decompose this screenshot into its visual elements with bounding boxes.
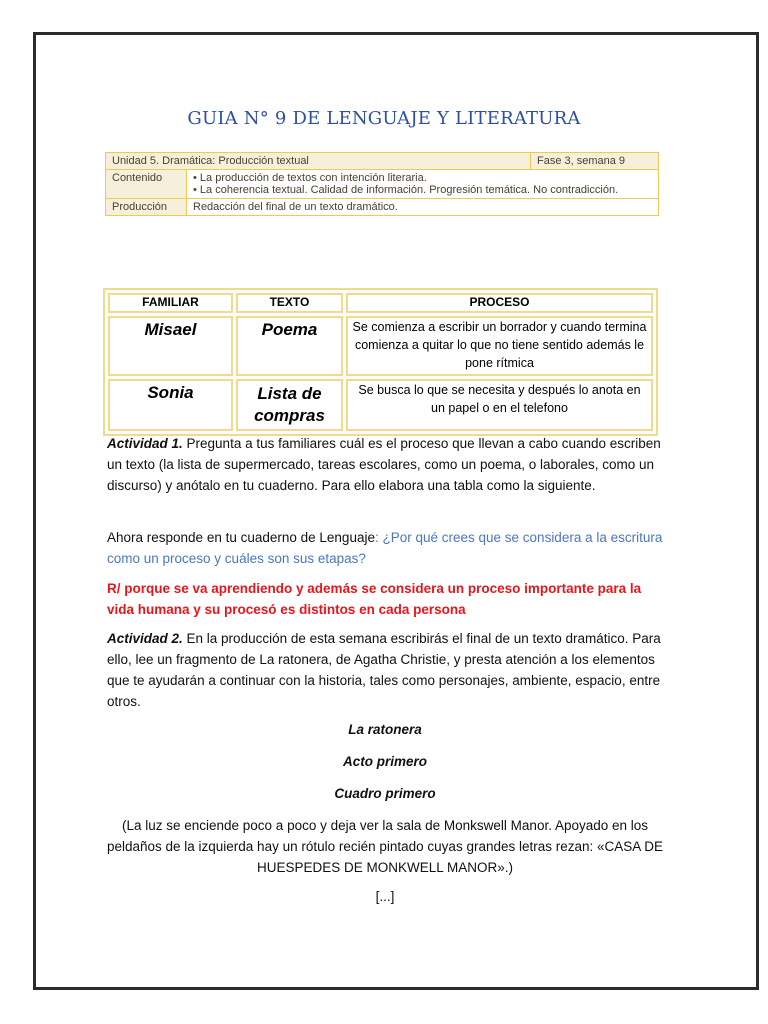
question-text: : ¿Por qué crees que se considera a la escritura como un proceso y cuáles son sus etapas?	[107, 530, 663, 566]
ellipsis: [...]	[375, 889, 395, 904]
activity-2-label: Actividad 2.	[107, 631, 183, 646]
stage-direction: (La luz se enciende poco a poco y deja ver la sala de Monkswell Manor. Apoyado en los peldaños de la izquierda hay un rótulo recién pintado cuyas grandes letras rezan: «CASA DE HUESPEDES DE MONKWELL MANOR».)	[106, 818, 664, 875]
content-label: Contenido	[106, 170, 187, 199]
question-lead: Ahora responde en tu cuaderno de Lenguaje	[107, 530, 375, 545]
play-act: Acto primero	[342, 754, 427, 769]
activity-1	[107, 433, 663, 496]
page-title: GUIA N° 9 DE LENGUAJE Y LITERATURA	[187, 108, 581, 129]
content-item: • La producción de textos con intención literaria.	[193, 172, 652, 184]
texto-cell: Poema	[236, 316, 343, 376]
table-row	[108, 316, 653, 376]
unit-info-table	[105, 152, 659, 216]
production-label: Producción	[106, 199, 187, 216]
unit-title: Unidad 5. Dramática: Producción textual	[106, 153, 531, 170]
header-familiar: FAMILIAR	[108, 293, 233, 313]
question-paragraph	[107, 527, 663, 569]
texto-cell: Lista de compras	[236, 379, 343, 431]
family-process-table	[103, 288, 658, 436]
familiar-cell: Misael	[108, 316, 233, 376]
content-item: • La coherencia textual. Calidad de información. Progresión temática. No contradicción.	[193, 184, 652, 196]
table-row	[108, 379, 653, 431]
header-texto: TEXTO	[236, 293, 343, 313]
play-scene: Cuadro primero	[334, 786, 436, 801]
play-title: La ratonera	[348, 722, 422, 737]
header-proceso: PROCESO	[346, 293, 653, 313]
production-text: Redacción del final de un texto dramático.	[187, 199, 659, 216]
phase-label: Fase 3, semana 9	[531, 153, 659, 170]
activity-2-text: En la producción de esta semana escribirás el final de un texto dramático. Para ello, lee un fragmento de La ratonera, de Agatha Christie, y presta atención a los elementos que te ayudarán a continuar con la historia, tales como personajes, ambiente, espacio, entre otros.	[107, 631, 661, 709]
familiar-cell: Sonia	[108, 379, 233, 431]
proceso-cell: Se comienza a escribir un borrador y cuando termina comienza a quitar lo que no tiene sentido además le pone rítmica	[346, 316, 653, 376]
answer-text: R/ porque se va aprendiendo y además se considera un proceso importante para la vida humana y su procesó es distintos en cada persona	[107, 581, 642, 617]
content-list	[187, 170, 659, 199]
activity-2	[107, 628, 663, 712]
activity-1-label: Actividad 1.	[107, 436, 183, 451]
activity-1-text: Pregunta a tus familiares cuál es el proceso que llevan a cabo cuando escriben un texto (la lista de supermercado, tareas escolares, como un poema, o laborales, como un discurso) y anótalo en tu cuaderno. Para ello elabora una tabla como la siguiente.	[107, 436, 661, 493]
proceso-cell: Se busca lo que se necesita y después lo anota en un papel o en el telefono	[346, 379, 653, 431]
